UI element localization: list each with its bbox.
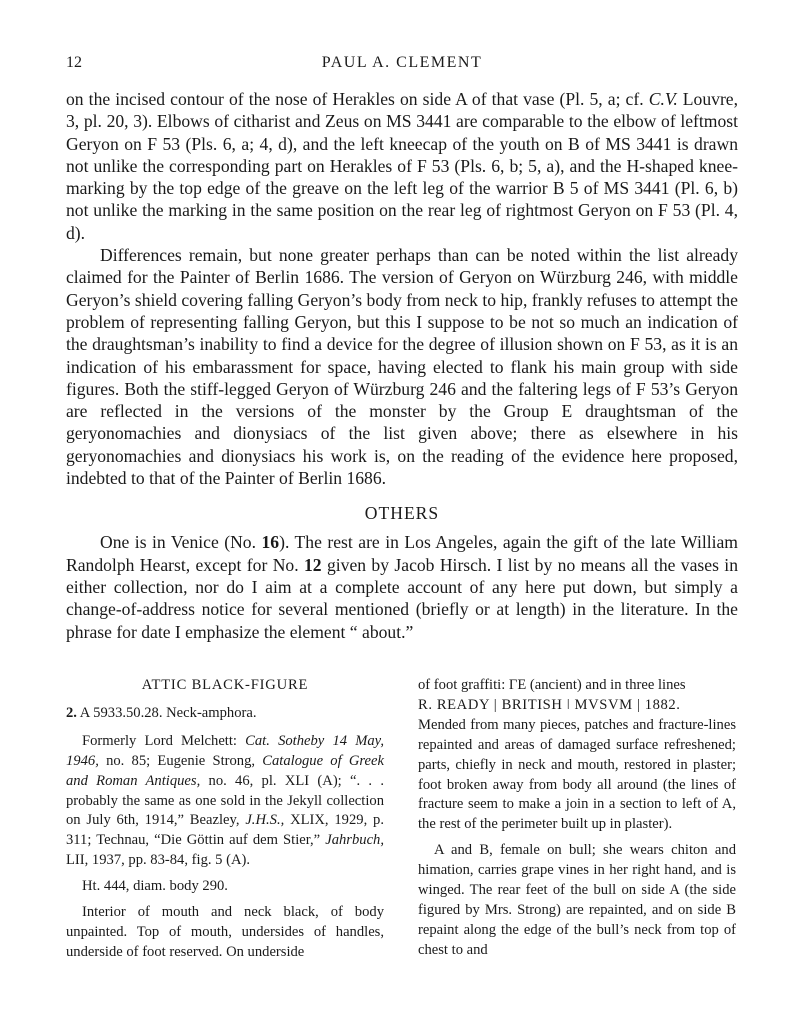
ref-i: LII, 1937, pp. 83-84, fig. 5 (A). bbox=[66, 852, 251, 869]
catalogue-entry-title bbox=[66, 704, 384, 724]
p1-text-a: on the incised contour of the nose of Herakles on side A of that vase (Pl. 5, a; cf. bbox=[66, 89, 649, 109]
paragraph-2: Differences remain, but none greater perhaps than can be noted within the list already claimed for the Painter of Berlin 1686. The version of Geryon on Würzburg 246, with middle Geryon’s shield covering falling Geryon’s body from neck to hip, frankly refuses to attempt the problem of representing falling Geryon, but this I suppose to be not so much an indication of the draughtsman’s inability to find a device for the degree of illusion shown on F 53, as it is an indication of his embarassment for space, having elected to flank his main group with side figures. Both the stiff-legged Geryon of Würzburg 246 and the faltering legs of F 53’s Geryon are reflected in the versions of the monster by the Group E draughtsman of the geryonomachies and dionysiacs of the list given above; there as elsewhere in his geryonomachies and dionysiacs his work is, on the reading of the evidence here proposed, indebted to that of the Painter of Berlin 1686. bbox=[66, 245, 738, 489]
p3-text-a: One is in Venice (No. bbox=[100, 532, 262, 553]
paragraph-1 bbox=[66, 88, 738, 244]
ref-g: XLIX, 1929, p. 311; Technau, “Die Göttin auf dem Stier,” bbox=[66, 812, 384, 849]
left-column bbox=[66, 676, 384, 963]
entry-dimensions: Ht. 444, diam. body 290. bbox=[82, 878, 228, 895]
entry-references bbox=[66, 732, 384, 871]
p3-number-16: 16 bbox=[261, 532, 280, 553]
running-head: PAUL A. CLEMENT bbox=[321, 54, 483, 71]
page-header bbox=[66, 54, 738, 78]
graffiti-lines: R. READY | BRITISH ǀ MVSVM | 1882. bbox=[418, 696, 681, 713]
entry-number: 2. bbox=[66, 704, 77, 721]
ref-a: Formerly Lord Melchett: bbox=[82, 732, 246, 749]
subject-text: A and B, female on bull; she wears chiton and himation, carries grape vines in her right hand, and is winged. The rear feet of the bull on side A (the side figured by Mrs. Strong) are repainted, and on side B repaint along the edge of the bull’s neck from top of chest to and bbox=[418, 842, 736, 958]
section-heading-others: OTHERS bbox=[364, 503, 440, 524]
entry-description: Interior of mouth and neck black, of body unpainted. Top of mouth, undersides of handles, underside of foot reserved. On underside bbox=[66, 904, 384, 960]
ref-d: Catalogue of Greek and Roman Antiques, bbox=[66, 752, 384, 789]
graffiti-text: of foot graffiti: ΓΕ (ancient) and in three lines bbox=[418, 677, 686, 693]
ref-f: J.H.S., bbox=[245, 812, 285, 829]
p3-number-12: 12 bbox=[303, 554, 322, 575]
ref-h: Jahrbuch, bbox=[325, 832, 384, 849]
main-text bbox=[66, 88, 738, 643]
ref-b: Cat. Sotheby 14 May, 1946, bbox=[66, 732, 384, 769]
entry-text: A 5933.50.28. Neck-amphora. bbox=[76, 704, 257, 721]
p1-text-b: Louvre, 3, pl. 20, 3). Elbows of citharist and Zeus on MS 3441 are comparable to the elbow of leftmost Geryon on F 53 (Pls. 6, a; 4, d), and the left kneecap of the youth on B of MS 3441 is drawn not unlike the corresponding part on Herakles of F 53 (Pls. 6, b; 5, a), and the H-shaped knee-marking by the top edge of the greave on the left leg of the warrior B 5 of MS 3441 (Pl. 6, b) not unlike the marking in the same position on the rear leg of rightmost Geryon on F 53 (Pl. 4, d). bbox=[66, 89, 739, 243]
ref-e: no. 46, pl. XLI (A); “. . . probably the same as one sold in the Jekyll collection on July 6th, 1914,” Beazley, bbox=[66, 772, 384, 829]
catalogue-heading: ATTIC BLACK-FIGURE bbox=[141, 677, 309, 693]
condition-text: Mended from many pieces, patches and fracture-lines repainted and areas of damaged surface refreshened; parts, chiefly in neck and mouth, restored in plaster; foot broken away from body all around (the lines of fracture seem to make a join in a section to left of A, the rest of the perimeter built up in plaster). bbox=[418, 716, 736, 833]
p1-cv-ref: C.V. bbox=[648, 89, 678, 109]
right-column bbox=[418, 676, 736, 961]
p3-text-c: given by Jacob Hirsch. I list by no means all the vases in either collection, nor do I aim at a complete account of any here put down, but simply a change-of-address notice for several mentioned (briefly or at length) in the literature. In the phrase for date I emphasize the element “ about.” bbox=[66, 554, 738, 642]
page-number: 12 bbox=[66, 54, 82, 71]
paragraph-3 bbox=[66, 531, 738, 642]
ref-c: no. 85; Eugenie Strong, bbox=[98, 752, 263, 769]
p3-text-b: ). The rest are in Los Angeles, again the gift of the late William Randolph Hearst, except for No. bbox=[66, 532, 738, 575]
